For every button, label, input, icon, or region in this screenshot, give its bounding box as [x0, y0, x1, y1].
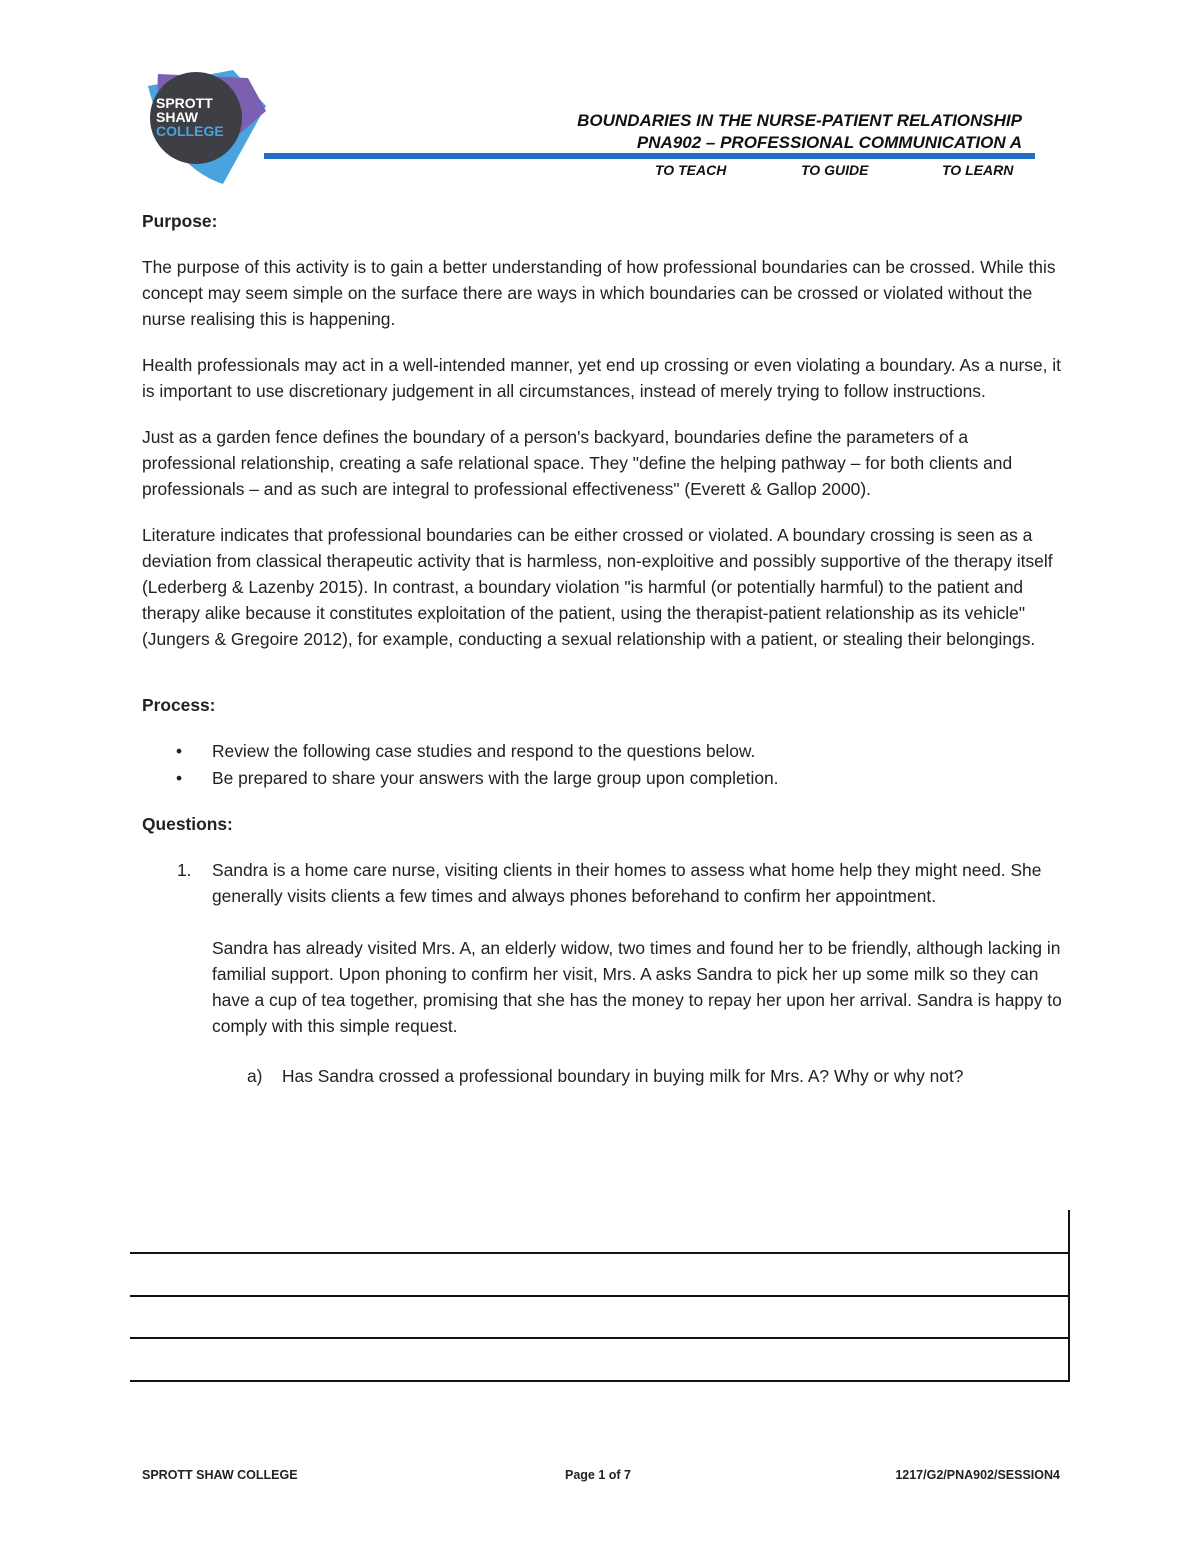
answer-line	[130, 1380, 1070, 1382]
document-header	[577, 110, 1022, 154]
footer-document-code: 1217/G2/PNA902/SESSION4	[895, 1468, 1060, 1482]
questions-heading: Questions:	[142, 814, 233, 834]
header-rule	[264, 153, 1035, 159]
purpose-paragraph: Literature indicates that professional boundaries can be either crossed or violated. A boundary crossing is seen as a deviation from classical therapeutic activity that is harmless, non-exploitive and possibly supportive of the therapy itself (Lederberg & Lazenby 2015). In contrast, a boundary violation "is harmful (or potentially harmful) to the patient and therapy alike because it constitutes exploitation of the patient, using the therapist-patient relationship as its vehicle" (Jungers & Gregoire 2012), for example, conducting a sexual relationship with a patient, or stealing their belongings.	[142, 525, 1053, 649]
purpose-paragraph: Just as a garden fence defines the boundary of a person's backyard, boundaries define the parameters of a professional relationship, creating a safe relational space. They "define the helping pathway – for both clients and professionals – and as such are integral to professional effectiveness" (Everett & Gallop 2000).	[142, 427, 1013, 499]
list-item-text: Review the following case studies and respond to the questions below.	[212, 741, 756, 761]
course-subtitle: PNA902 – PROFESSIONAL COMMUNICATION A	[636, 133, 1022, 152]
logo-text-line3: COLLEGE	[156, 123, 224, 139]
logo-text-line1: SPROTT	[156, 95, 213, 111]
tagline-teach: TO TEACH	[655, 162, 727, 178]
answer-line	[130, 1295, 1070, 1297]
answer-line	[130, 1337, 1070, 1339]
document-body	[142, 208, 1062, 1089]
footer-page-number: Page 1 of 7	[565, 1468, 631, 1482]
process-heading: Process:	[142, 695, 216, 715]
bullet-icon: •	[176, 741, 183, 761]
question-1a	[142, 1063, 1062, 1089]
question-1	[142, 857, 1062, 1039]
purpose-heading: Purpose:	[142, 211, 218, 231]
document-title: BOUNDARIES IN THE NURSE-PATIENT RELATIONSHIP	[577, 111, 1022, 130]
sprott-shaw-college-logo	[138, 66, 268, 186]
sub-question-label: a)	[247, 1066, 263, 1086]
question-paragraph: Sandra has already visited Mrs. A, an elderly widow, two times and found her to be friendly, although lacking in familial support. Upon phoning to confirm her visit, Mrs. A asks Sandra to pick her up some milk so they can have a cup of tea together, promising that she has the money to repay her upon her arrival. Sandra is happy to comply with this simple request.	[212, 938, 1062, 1036]
process-list	[142, 738, 1062, 791]
purpose-paragraph: Health professionals may act in a well-intended manner, yet end up crossing or even violating a boundary. As a nurse, it is important to use discretionary judgement in all circumstances, instead of merely trying to follow instructions.	[142, 355, 1062, 401]
sub-question-text: Has Sandra crossed a professional boundary in buying milk for Mrs. A? Why or why not?	[282, 1066, 964, 1086]
footer-college: SPROTT SHAW COLLEGE	[142, 1468, 298, 1482]
tagline-learn: TO LEARN	[942, 162, 1014, 178]
logo-text-line2: SHAW	[156, 109, 198, 125]
tagline-guide: TO GUIDE	[801, 162, 869, 178]
purpose-paragraph: The purpose of this activity is to gain a better understanding of how professional boundaries can be crossed. While this concept may seem simple on the surface there are ways in which boundaries can be crossed or violated without the nurse realising this is happening.	[142, 257, 1056, 329]
answer-line	[130, 1252, 1070, 1254]
question-number: 1.	[177, 860, 192, 880]
bullet-icon: •	[176, 768, 183, 788]
answer-area[interactable]	[130, 1210, 1070, 1382]
list-item-text: Be prepared to share your answers with the large group upon completion.	[212, 768, 779, 788]
list-item	[142, 765, 1062, 791]
question-paragraph: Sandra is a home care nurse, visiting clients in their homes to assess what home help they might need. She generally visits clients a few times and always phones beforehand to confirm her appointment.	[212, 860, 1042, 906]
list-item	[142, 738, 1062, 764]
